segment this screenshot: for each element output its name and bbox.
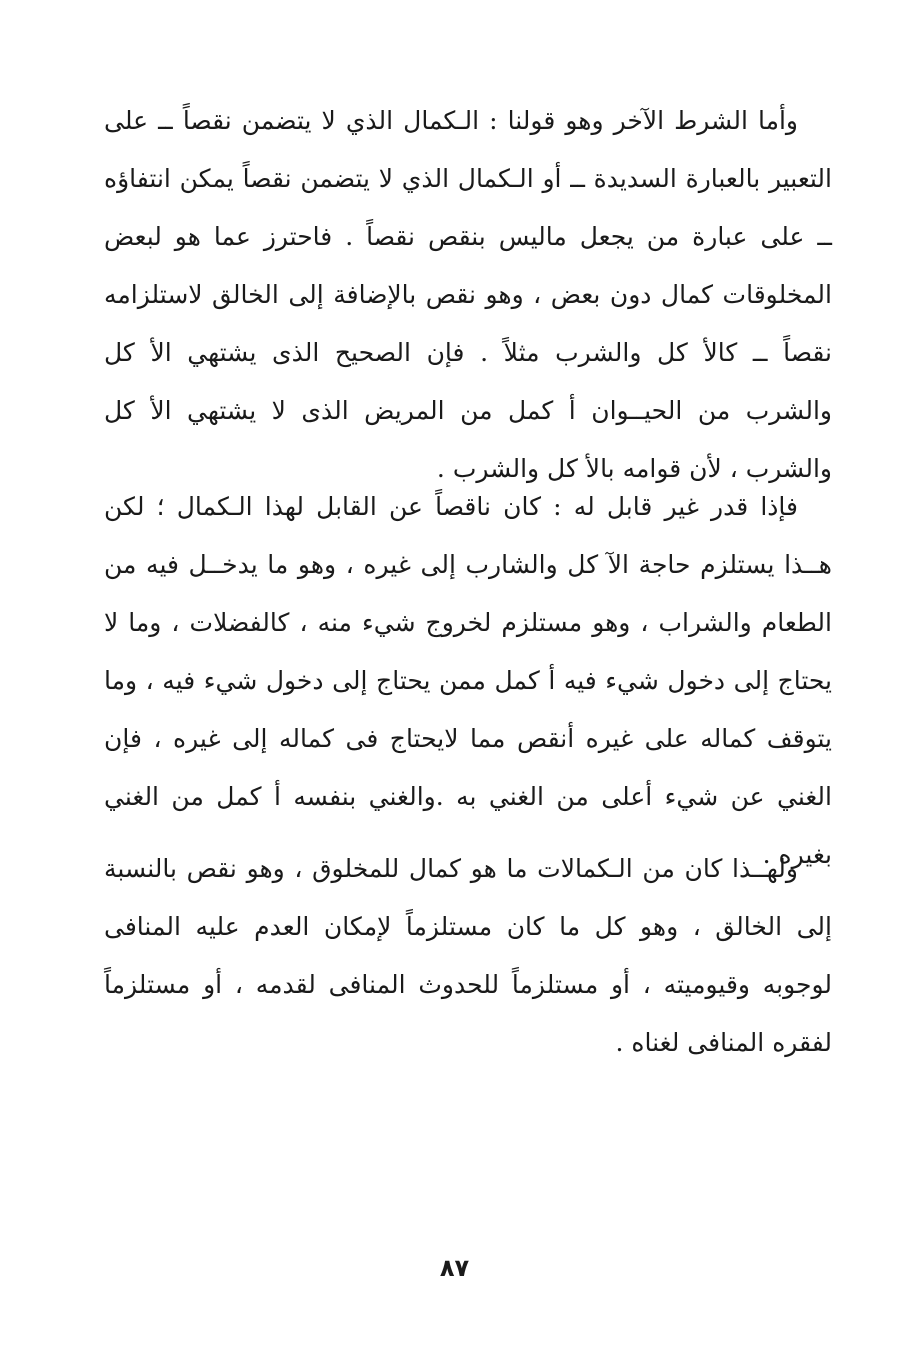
paragraph-2-text: فإذا قدر غير قابل له : كان ناقصاً عن القابل لهذا الـكمال ؛ لكن هــذا يستلزم حاجة الآ كل والشارب إلى غيره ، وهو ما يدخــل فيه من الطعام والشراب ، وهو مستلزم لخروج شيء منه ، كالفضلات ، وما لا يحتاج إلى دخول شيء فيه أ كمل ممن يحتاج إلى دخول شيء فيه ، وما يتوقف كماله على غيره أنقص مما لايحتاج فى كماله إلى غيره ، فإن الغني عن شيء أعلى من الغني به .والغني بنفسه أ كمل من الغني بغيره . — [104, 492, 832, 869]
paragraph-1 — [104, 92, 832, 498]
paragraph-3 — [104, 840, 832, 1072]
paragraph-1-text: وأما الشرط الآخر وهو قولنا : الـكمال الذي لا يتضمن نقصاً ــ على التعبير بالعبارة السديدة ــ أو الـكمال الذي لا يتضمن نقصاً يمكن انتفاؤه ــ على عبارة من يجعل ماليس بنقص نقصاً . فاحترز عما هو لبعض المخلوقات كمال دون بعض ، وهو نقص بالإضافة إلى الخالق لاستلزامه نقصاً ــ كالأ كل والشرب مثلاً . فإن الصحيح الذى يشتهي الأ كل والشرب من الحيــوان أ كمل من المريض الذى لا يشتهي الأ كل والشرب ، لأن قوامه بالأ كل والشرب . — [104, 106, 832, 483]
paragraph-3-text: ولهــذا كان من الـكمالات ما هو كمال للمخلوق ، وهو نقص بالنسبة إلى الخالق ، وهو كل ما كان مستلزماً لإمكان العدم عليه المنافى لوجوبه وقيوميته ، أو مستلزماً للحدوث المنافى لقدمه ، أو مستلزماً لفقره المنافى لغناه . — [104, 854, 832, 1057]
page-number: ٨٧ — [439, 1254, 470, 1282]
paragraph-2 — [104, 478, 832, 884]
